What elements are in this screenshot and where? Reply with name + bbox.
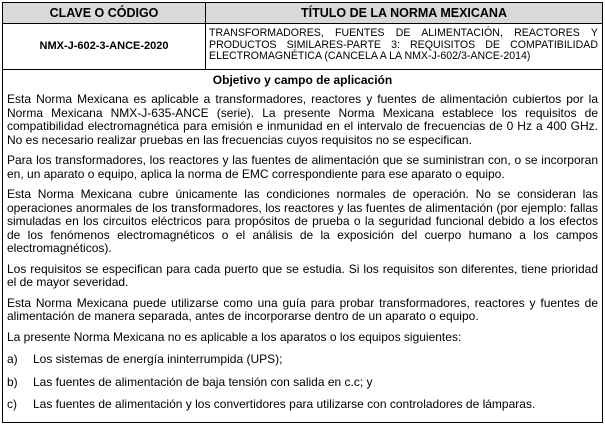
header-title: TÍTULO DE LA NORMA MEXICANA bbox=[300, 6, 507, 20]
list-marker: c) bbox=[7, 397, 17, 411]
table-header bbox=[3, 3, 602, 24]
list-marker: a) bbox=[7, 352, 18, 366]
list-item bbox=[7, 398, 598, 412]
norm-code: NMX-J-602-3-ANCE-2020 bbox=[3, 24, 206, 69]
list-text: Los sistemas de energía ininterrumpida (UPS); bbox=[33, 352, 283, 366]
list-text: Las fuentes de alimentación y los convertidores para utilizarse con controladores de lámparas. bbox=[33, 397, 536, 411]
section-body bbox=[7, 93, 598, 421]
list-item bbox=[7, 376, 598, 390]
paragraph: Esta Norma Mexicana puede utilizarse como una guía para probar transformadores, reactores y fuentes de alimentación de manera separada, antes de incorporarse dentro de un aparato o equipo. bbox=[7, 295, 598, 323]
list-item bbox=[7, 353, 598, 367]
paragraph: La presente Norma Mexicana no es aplicable a los aparatos o los equipos siguientes: bbox=[7, 329, 462, 344]
paragraph: Para los transformadores, los reactores y las fuentes de alimentación que se suministran con, o se incorporan en, un aparato o equipo, aplica la norma de EMC correspondiente para ese aparato o equipo. bbox=[7, 153, 598, 181]
list-marker: b) bbox=[7, 374, 18, 389]
norm-title: TRANSFORMADORES, FUENTES DE ALIMENTACIÓN, REACTORES Y PRODUCTOS SIMILARES-PARTE 3: REQUISITOS DE COMPATIBILIDAD ELECTROMAGNÉTICA (CANCELA A LA NMX-J-602/3-ANCE-2014) bbox=[209, 27, 598, 62]
paragraph: Esta Norma Mexicana cubre únicamente las condiciones normales de operación. No se consideran las operaciones anormales de los transformadores, los reactores y las fuentes de alimentación (por ejemplo: fallas simuladas en los circuitos eléctricos para propósitos de prueba o la seguridad funcional debido a los efectos de los fenómenos electromagnéticos o el análisis de la exposición del cuerpo humano a los campos electromagnéticos). bbox=[7, 187, 598, 255]
norm-table bbox=[2, 2, 603, 423]
paragraph: Los requisitos se especifican para cada puerto que se estudia. Si los requisitos son diferentes, tiene prioridad el de mayor severidad. bbox=[7, 261, 598, 289]
paragraph: Esta Norma Mexicana es aplicable a transformadores, reactores y fuentes de alimentación cubiertos por la Norma Mexicana NMX-J-635-ANCE (serie). La presente Norma Mexicana establece los requisitos de compatibilidad electromagnética para emisión e inmunidad en el intervalo de frecuencias de 0 Hz a 400 GHz. No es necesario realizar pruebas en las frecuencias cuyos requisitos no se especifican. bbox=[7, 92, 598, 147]
header-code: CLAVE O CÓDIGO bbox=[3, 3, 206, 23]
section-heading: Objetivo y campo de aplicación bbox=[212, 73, 393, 87]
norm-row bbox=[3, 24, 602, 70]
list-text: Las fuentes de alimentación de baja tensión con salida en c.c; y bbox=[33, 374, 373, 389]
